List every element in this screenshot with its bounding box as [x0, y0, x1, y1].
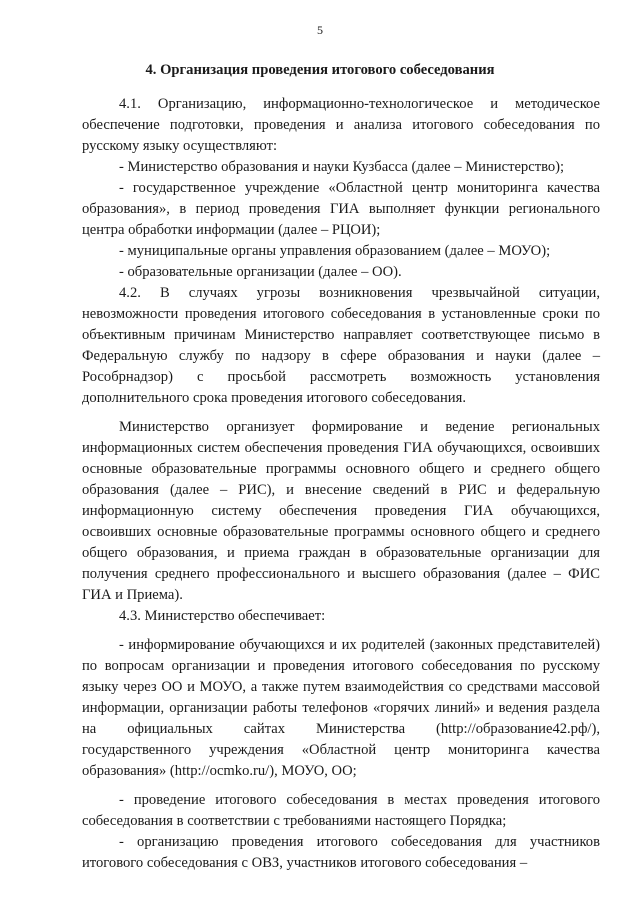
list-item-oo: - образовательные организации (далее – ОО).	[119, 264, 402, 280]
list-item-informing: - информирование обучающихся и их родителей (законных представителей) по вопросам организации и проведения итогового собеседования по русскому языку через ОО и МОУО, а также путем взаимодействия со средствами массовой информации, организации работы телефонов «горячих линий» и ведения раздела на официальных сайтах Министерства (http://образование42.рф/), государственного учреждения «Областной центр мониторинга качества образования» (http://ocmko.ru/), МОУО, ОО;	[82, 637, 600, 779]
list-item-conducting: - проведение итогового собеседования в местах проведения итогового собеседования в соответствии с требованиями настоящего Порядка;	[82, 792, 600, 829]
section-heading: 4. Организация проведения итогового собеседования	[145, 62, 495, 78]
page-number: 5	[317, 23, 323, 37]
list-item-mouo: - муниципальные органы управления образованием (далее – МОУО);	[119, 243, 551, 259]
list-item-rcoi: - государственное учреждение «Областной центр мониторинга качества образования», в период проведения ГИА выполняет функции регионального центра обработки информации (далее – РЦОИ);	[82, 180, 600, 238]
paragraph-4-3-intro: 4.3. Министерство обеспечивает:	[119, 608, 326, 624]
list-item-ministry: - Министерство образования и науки Кузбасса (далее – Министерство);	[119, 159, 565, 175]
paragraph-4-1-intro: 4.1. Организацию, информационно-технологическое и методическое обеспечение подготовки, проведения и анализа итогового собеседования по русскому языку осуществляют:	[82, 96, 600, 154]
section-body	[82, 94, 600, 874]
list-item-ovz: - организацию проведения итогового собеседования для участников итогового собеседования с ОВЗ, участников итогового собеседования –	[82, 834, 600, 871]
paragraph-ris: Министерство организует формирование и ведение региональных информационных систем обеспечения проведения ГИА обучающихся, освоивших основные образовательные программы основного общего и среднего общего образования (далее – РИС), и внесение сведений в РИС и федеральную информационную систему обеспечения проведения ГИА обучающихся, освоивших основные образовательные программы основного общего и среднего общего образования, и приема граждан в образовательные организации для получения среднего профессионального и высшего образования (далее – ФИС ГИА и Приема).	[82, 419, 600, 603]
paragraph-4-2: 4.2. В случаях угрозы возникновения чрезвычайной ситуации, невозможности проведения итогового собеседования в установленные сроки по объективным причинам Министерство направляет соответствующее письмо в Федеральную службу по надзору в сфере образования и науки (далее – Рособрнадзор) с просьбой рассмотреть возможность установления дополнительного срока проведения итогового собеседования.	[82, 285, 600, 406]
